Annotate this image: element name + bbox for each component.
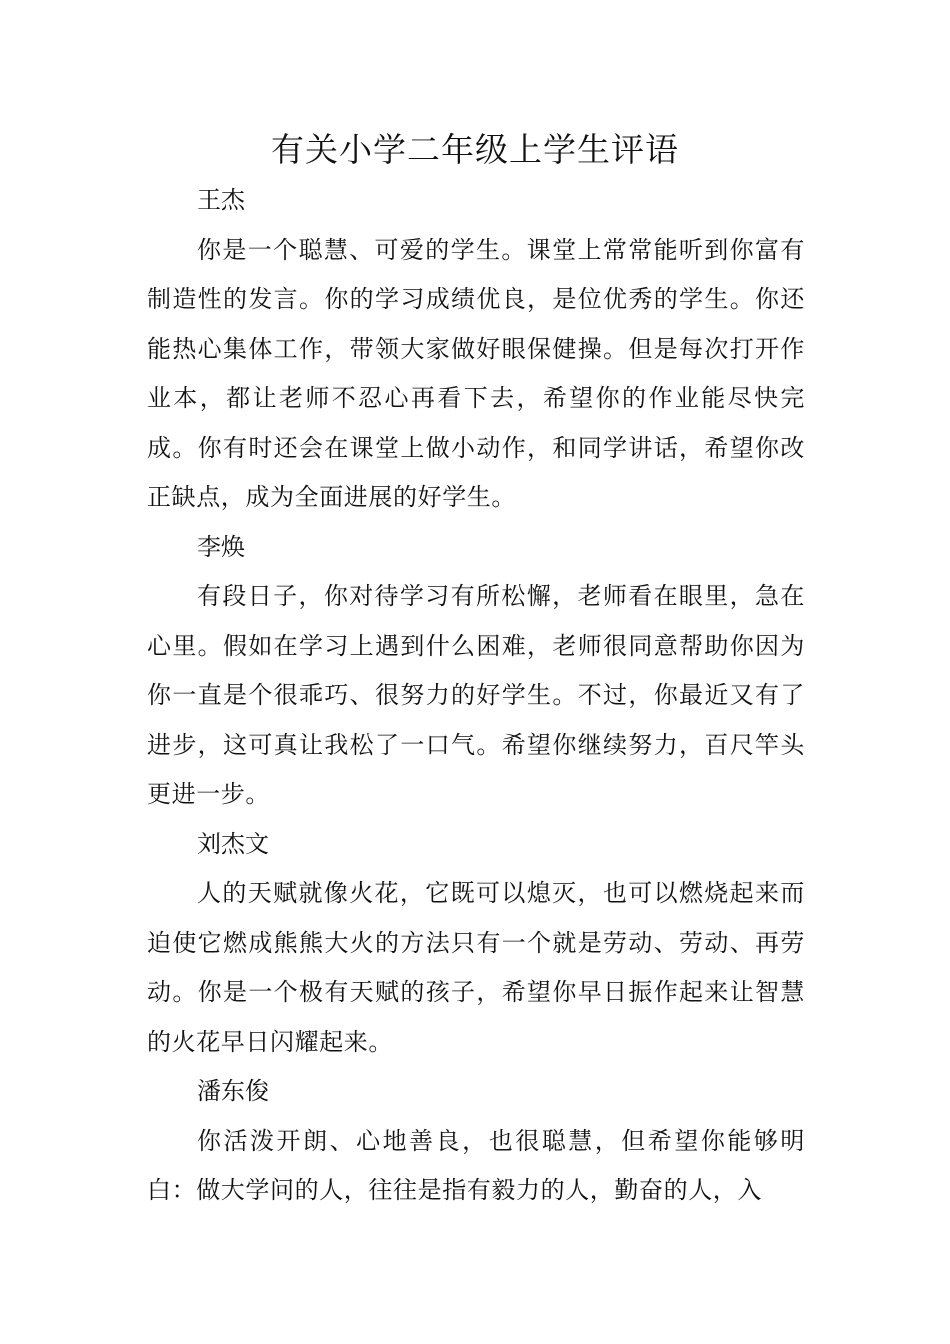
student-name: 刘杰文	[197, 829, 269, 858]
student-comment: 你活泼开朗、心地善良，也很聪慧，但希望你能够明白：做大学问的人，往往是指有毅力的人，勤奋的人，入	[147, 1126, 805, 1204]
student-name: 王杰	[197, 186, 245, 214]
student-name: 李焕	[197, 532, 245, 561]
document-title: 有关小学二年级上学生评语	[271, 130, 679, 169]
student-name: 潘东俊	[197, 1077, 269, 1105]
student-comment: 有段日子，你对待学习有所松懈，老师看在眼里，急在心里。假如在学习上遇到什么困难，老师很同意帮助你因为你一直是个很乖巧、很努力的好学生。不过，你最近又有了进步，这可真让我松了一口气。希望你继续努力，百尺竿头更进一步。	[147, 582, 805, 808]
document-body	[147, 176, 805, 1216]
student-comment: 人的天赋就像火花，它既可以熄灭，也可以燃烧起来而迫使它燃成熊熊大火的方法只有一个就是劳动、劳动、再劳动。你是一个极有天赋的孩子，希望你早日振作起来让智慧的火花早日闪耀起来。	[147, 879, 805, 1056]
student-comment: 你是一个聪慧、可爱的学生。课堂上常常能听到你富有制造性的发言。你的学习成绩优良，是位优秀的学生。你还能热心集体工作，带领大家做好眼保健操。但是每次打开作业本，都让老师不忍心再看下去，希望你的作业能尽快完成。你有时还会在课堂上做小动作，和同学讲话，希望你改正缺点，成为全面进展的好学生。	[147, 235, 805, 511]
